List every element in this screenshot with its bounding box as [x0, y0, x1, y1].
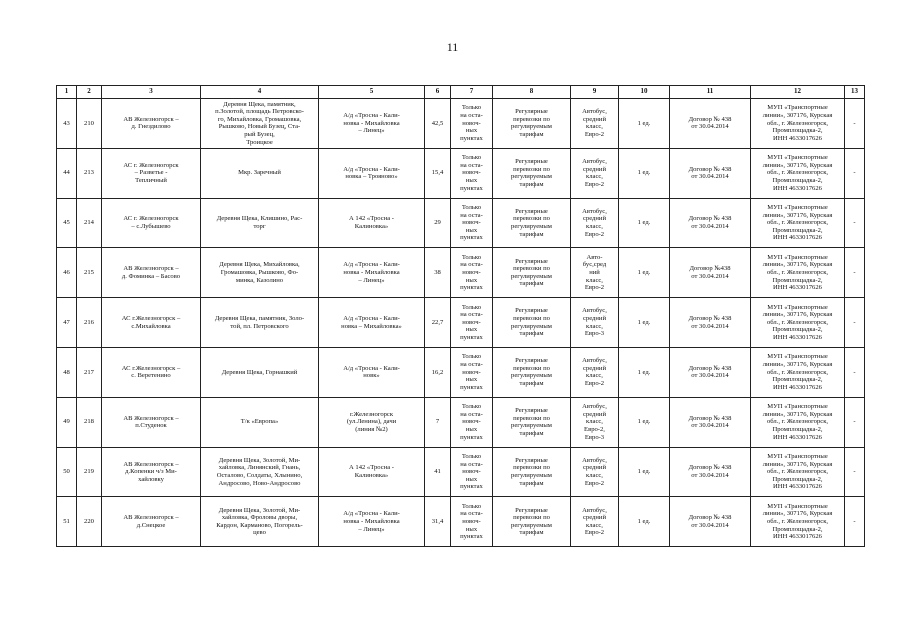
intermediate-stops-cell: Деревня Щека, памятник, Золо- той, пл. Петровского — [201, 298, 319, 348]
stop-procedure-cell: Только на оста- новоч- ных пунктах — [451, 347, 493, 397]
contract-cell: Договор №438 от 30.04.2014 — [670, 248, 751, 298]
intermediate-stops-cell: Т/к «Европа» — [201, 397, 319, 447]
column-header: 6 — [425, 86, 451, 99]
carrier-cell: МУП «Транспортные линии», 307176, Курская обл., г. Железногорск, Промплощадка-2, ИНН 4633017626 — [751, 99, 845, 149]
contract-cell: Договор № 438 от 30.04.2014 — [670, 497, 751, 547]
carrier-cell: МУП «Транспортные линии», 307176, Курская обл., г. Железногорск, Промплощадка-2, ИНН 4633017626 — [751, 497, 845, 547]
route-number-cell: 213 — [77, 148, 102, 198]
contract-cell: Договор № 438 от 30.04.2014 — [670, 397, 751, 447]
streets-roads-cell: А/д «Тросна - Кали- новка - Михайловка – Линец» — [319, 248, 425, 298]
column-header: 4 — [201, 86, 319, 99]
transport-type-cell: Регулярные перевозки по регулируемым тарифам — [493, 497, 571, 547]
carrier-cell: МУП «Транспортные линии», 307176, Курская обл., г. Железногорск, Промплощадка-2, ИНН 4633017626 — [751, 198, 845, 248]
contract-cell: Договор № 438 от 30.04.2014 — [670, 198, 751, 248]
column-header: 3 — [102, 86, 201, 99]
transport-type-cell: Регулярные перевозки по регулируемым тарифам — [493, 298, 571, 348]
intermediate-stops-cell: Деревня Щека, Золотой, Ми- хайловка, Фроловы дворы, Кардон, Карманово, Погорель- цево — [201, 497, 319, 547]
streets-roads-cell: А/д «Тросна - Кали- новк» — [319, 347, 425, 397]
column-header: 9 — [571, 86, 619, 99]
route-length-cell: 38 — [425, 248, 451, 298]
vehicle-class-cell: Автобус, средний класс, Евро-3 — [571, 298, 619, 348]
route-length-cell: 41 — [425, 447, 451, 497]
route-length-cell: 22,7 — [425, 298, 451, 348]
notes-cell: - — [845, 298, 865, 348]
contract-cell: Договор № 438 от 30.04.2014 — [670, 148, 751, 198]
table-row — [57, 298, 865, 348]
table-row — [57, 248, 865, 298]
header-row — [57, 86, 865, 99]
route-name-cell: АС г.Железногорск – с. Веретенино — [102, 347, 201, 397]
stop-procedure-cell: Только на оста- новоч- ных пунктах — [451, 298, 493, 348]
route-number-cell: 217 — [77, 347, 102, 397]
notes-cell: - — [845, 347, 865, 397]
notes-cell: - — [845, 397, 865, 447]
streets-roads-cell: А/д «Тросна - Кали- новка - Михайловка – Линец» — [319, 99, 425, 149]
vehicle-count-cell: 1 ед. — [619, 148, 670, 198]
vehicle-count-cell: 1 ед. — [619, 99, 670, 149]
streets-roads-cell: г.Железногорск (ул.Ленина), дачи (линия №2) — [319, 397, 425, 447]
row-number-cell: 47 — [57, 298, 77, 348]
stop-procedure-cell: Только на оста- новоч- ных пунктах — [451, 497, 493, 547]
route-name-cell: АВ Железногорск – д.Копенки ч/з Ми- хайловку — [102, 447, 201, 497]
transport-type-cell: Регулярные перевозки по регулируемым тарифам — [493, 248, 571, 298]
vehicle-class-cell: Автобус, средний класс, Евро-2 — [571, 99, 619, 149]
route-name-cell: АС г. Железногорск – Разветье - Тепличный — [102, 148, 201, 198]
vehicle-class-cell: Авто- бус,сред ний класс, Евро-2 — [571, 248, 619, 298]
row-number-cell: 43 — [57, 99, 77, 149]
row-number-cell: 44 — [57, 148, 77, 198]
contract-cell: Договор № 438 от 30.04.2014 — [670, 99, 751, 149]
intermediate-stops-cell: Деревня Щека, Горнашкий — [201, 347, 319, 397]
notes-cell: - — [845, 198, 865, 248]
notes-cell: - — [845, 497, 865, 547]
column-header: 5 — [319, 86, 425, 99]
routes-table — [56, 85, 865, 547]
contract-cell: Договор № 438 от 30.04.2014 — [670, 347, 751, 397]
table-row — [57, 99, 865, 149]
vehicle-class-cell: Автобус, средний класс, Евро-2 — [571, 497, 619, 547]
row-number-cell: 51 — [57, 497, 77, 547]
route-number-cell: 210 — [77, 99, 102, 149]
stop-procedure-cell: Только на оста- новоч- ных пунктах — [451, 148, 493, 198]
table-row — [57, 447, 865, 497]
column-header: 1 — [57, 86, 77, 99]
notes-cell: - — [845, 99, 865, 149]
vehicle-class-cell: Автобус, средний класс, Евро-2, Евро-3 — [571, 397, 619, 447]
route-length-cell: 16,2 — [425, 347, 451, 397]
vehicle-count-cell: 1 ед. — [619, 248, 670, 298]
carrier-cell: МУП «Транспортные линии», 307176, Курская обл., г. Железногорск, Промплощадка-2, ИНН 4633017626 — [751, 347, 845, 397]
stop-procedure-cell: Только на оста- новоч- ных пунктах — [451, 198, 493, 248]
vehicle-class-cell: Автобус, средний класс, Евро-2 — [571, 447, 619, 497]
intermediate-stops-cell: Мкр. Заречный — [201, 148, 319, 198]
column-header: 12 — [751, 86, 845, 99]
route-number-cell: 216 — [77, 298, 102, 348]
page-number: 11 — [446, 40, 459, 54]
route-length-cell: 42,5 — [425, 99, 451, 149]
route-name-cell: АВ Железногорск – д. Гнездилово — [102, 99, 201, 149]
stop-procedure-cell: Только на оста- новоч- ных пунктах — [451, 397, 493, 447]
route-name-cell: АС г. Железногорск – с.Лубышево — [102, 198, 201, 248]
table-row — [57, 497, 865, 547]
column-header: 8 — [493, 86, 571, 99]
column-header: 11 — [670, 86, 751, 99]
carrier-cell: МУП «Транспортные линии», 307176, Курская обл., г. Железногорск, Промплощадка-2, ИНН 4633017626 — [751, 148, 845, 198]
carrier-cell: МУП «Транспортные линии», 307176, Курская обл., г. Железногорск, Промплощадка-2, ИНН 4633017626 — [751, 248, 845, 298]
intermediate-stops-cell: Деревня Щека, Золотой, Ми- хайловка, Линянский, Гнань, Осталово, Солдаты, Хлынино, Андросово, Ново-Андросово — [201, 447, 319, 497]
notes-cell: - — [845, 148, 865, 198]
contract-cell: Договор № 438 от 30.04.2014 — [670, 447, 751, 497]
route-number-cell: 220 — [77, 497, 102, 547]
column-header: 13 — [845, 86, 865, 99]
table-row — [57, 397, 865, 447]
vehicle-class-cell: Автобус, средний класс, Евро-2 — [571, 148, 619, 198]
stop-procedure-cell: Только на оста- новоч- ных пунктах — [451, 447, 493, 497]
row-number-cell: 46 — [57, 248, 77, 298]
vehicle-count-cell: 1 ед. — [619, 298, 670, 348]
carrier-cell: МУП «Транспортные линии», 307176, Курская обл., г. Железногорск, Промплощадка-2, ИНН 4633017626 — [751, 397, 845, 447]
carrier-cell: МУП «Транспортные линии», 307176, Курская обл., г. Железногорск, Промплощадка-2, ИНН 4633017626 — [751, 447, 845, 497]
route-number-cell: 218 — [77, 397, 102, 447]
route-name-cell: АВ Железногорск – д. Фоминка – Басово — [102, 248, 201, 298]
notes-cell: - — [845, 447, 865, 497]
streets-roads-cell: А/д «Тросна - Кали- новка – Михайловка» — [319, 298, 425, 348]
route-length-cell: 29 — [425, 198, 451, 248]
transport-type-cell: Регулярные перевозки по регулируемым тарифам — [493, 397, 571, 447]
stop-procedure-cell: Только на оста- новоч- ных пунктах — [451, 248, 493, 298]
vehicle-class-cell: Автобус, средний класс, Евро-2 — [571, 347, 619, 397]
route-number-cell: 214 — [77, 198, 102, 248]
transport-type-cell: Регулярные перевозки по регулируемым тарифам — [493, 447, 571, 497]
column-header: 10 — [619, 86, 670, 99]
row-number-cell: 45 — [57, 198, 77, 248]
vehicle-count-cell: 1 ед. — [619, 347, 670, 397]
streets-roads-cell: А 142 «Тросна - Калиновка» — [319, 447, 425, 497]
route-number-cell: 215 — [77, 248, 102, 298]
vehicle-count-cell: 1 ед. — [619, 397, 670, 447]
stop-procedure-cell: Только на оста- новоч- ных пунктах — [451, 99, 493, 149]
row-number-cell: 50 — [57, 447, 77, 497]
route-length-cell: 7 — [425, 397, 451, 447]
route-length-cell: 31,4 — [425, 497, 451, 547]
table-row — [57, 198, 865, 248]
streets-roads-cell: А 142 «Тросна - Калиновка» — [319, 198, 425, 248]
route-name-cell: АВ Железногорск – д.Снецкое — [102, 497, 201, 547]
transport-type-cell: Регулярные перевозки по регулируемым тарифам — [493, 99, 571, 149]
vehicle-count-cell: 1 ед. — [619, 198, 670, 248]
table-row — [57, 347, 865, 397]
contract-cell: Договор № 438 от 30.04.2014 — [670, 298, 751, 348]
route-name-cell: АВ Железногорск – п.Студенок — [102, 397, 201, 447]
intermediate-stops-cell: Деревня Щека, Михайловка, Громашовка, Рышково, Фо- минка, Казолино — [201, 248, 319, 298]
route-number-cell: 219 — [77, 447, 102, 497]
transport-type-cell: Регулярные перевозки по регулируемым тарифам — [493, 347, 571, 397]
streets-roads-cell: А/д «Тросна - Кали- новка - Михайловка – Линец» — [319, 497, 425, 547]
vehicle-count-cell: 1 ед. — [619, 497, 670, 547]
row-number-cell: 48 — [57, 347, 77, 397]
vehicle-class-cell: Автобус, средний класс, Евро-2 — [571, 198, 619, 248]
notes-cell: - — [845, 248, 865, 298]
intermediate-stops-cell: Деревня Щека, Клишино, Рас- торг — [201, 198, 319, 248]
streets-roads-cell: А/д «Тросна - Кали- новка – Трояново» — [319, 148, 425, 198]
intermediate-stops-cell: Деревня Щека, памятник, п.Золотой, площадь Петровско- го, Михайловка, Громашовка, Рышково, Новый Бузец, Ста- рый Бузец, Троицкое — [201, 99, 319, 149]
vehicle-count-cell: 1 ед. — [619, 447, 670, 497]
row-number-cell: 49 — [57, 397, 77, 447]
column-header: 2 — [77, 86, 102, 99]
column-header: 7 — [451, 86, 493, 99]
carrier-cell: МУП «Транспортные линии», 307176, Курская обл., г. Железногорск, Промплощадка-2, ИНН 4633017626 — [751, 298, 845, 348]
table-row — [57, 148, 865, 198]
transport-type-cell: Регулярные перевозки по регулируемым тарифам — [493, 148, 571, 198]
transport-type-cell: Регулярные перевозки по регулируемым тарифам — [493, 198, 571, 248]
route-name-cell: АС г.Железногорск – с.Михайловка — [102, 298, 201, 348]
route-length-cell: 15,4 — [425, 148, 451, 198]
